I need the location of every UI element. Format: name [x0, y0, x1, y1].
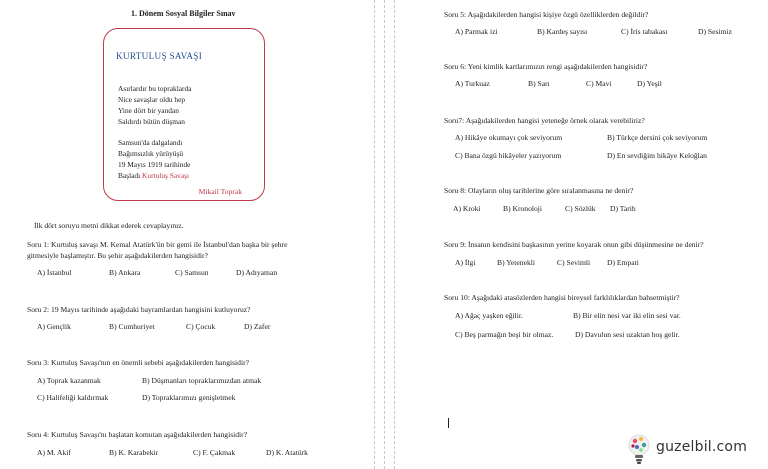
question-9-text: Soru 9: İnsanın kendisini başkasının yerine koyarak onun gibi düşünmesine ne denir?: [444, 240, 704, 249]
option: C) F. Çakmak: [193, 448, 236, 457]
option: D) Topraklarımızı genişletmek: [142, 393, 236, 402]
option: C) Sözlük: [565, 204, 596, 213]
question-1-text: gitmesiyle başlamıştır. Bu şehir aşağıdakilerden hangisidir?: [27, 251, 208, 260]
option: B) Bir elin nesi var iki elin sesi var.: [573, 311, 681, 320]
option: A) Hikâye okumayı çok seviyorum: [455, 133, 563, 142]
option: D) K. Atatürk: [266, 448, 308, 457]
text-cursor: [448, 418, 449, 428]
poem-box: [103, 28, 265, 201]
option: C) Sevimli: [557, 258, 591, 267]
option: B) Düşmanları topraklarımızdan atmak: [142, 376, 262, 385]
option: C) Halifeliği kaldırmak: [37, 393, 109, 402]
option: D) Tarih: [610, 204, 636, 213]
question-10-text: Soru 10: Aşağıdaki atasözlerden hangisi bireysel farklılıklardan bahsetmiştir?: [444, 293, 680, 302]
poem-line: Yine dört bir yandan: [118, 106, 179, 115]
option: D) En sevdiğim hikâye Keloğlan: [607, 151, 707, 160]
option: C) Çocuk: [186, 322, 216, 331]
question-1-text: Soru 1: Kurtuluş savaşı M. Kemal Atatürk'ün bir gemi ile İstanbul'dan başka bir şehre: [27, 240, 288, 249]
option: A) Gençlik: [37, 322, 71, 331]
option: D) Empati: [607, 258, 639, 267]
option: D) Zafer: [244, 322, 271, 331]
option: A) İlgi: [455, 258, 476, 267]
brand-name: guzelbil.com: [656, 439, 748, 455]
option: B) Sarı: [528, 79, 550, 88]
poem-line: 19 Mayıs 1919 tarihinde: [118, 160, 191, 169]
option: D) Sesimiz: [698, 27, 732, 36]
option: C) Bana özgü hikâyeler yazıyorum: [455, 151, 562, 160]
option: B) Türkçe dersini çok seviyorum: [607, 133, 708, 142]
option: B) Kronoloji: [503, 204, 543, 213]
option: A) Toprak kazanmak: [37, 376, 101, 385]
option: A) Parmak izi: [455, 27, 498, 36]
poem-line: Bağımsızlık yürüyüşü: [118, 149, 184, 158]
option: C) Beş parmağın beşi bir olmaz.: [455, 330, 554, 339]
right-page: [383, 0, 768, 469]
option: C) Samsun: [175, 268, 209, 277]
left-page: [0, 0, 383, 469]
question-5-text: Soru 5: Aşağıdakilerden hangisi kişiye özgü özelliklerden değildir?: [444, 10, 649, 19]
option: D) Yeşil: [637, 79, 662, 88]
poem-line: Saldırdı bütün düşman: [118, 117, 185, 126]
option: C) İris tabakası: [621, 27, 668, 36]
option: B) Ankara: [109, 268, 141, 277]
poem-line: Asırlardır bu topraklarda: [118, 84, 192, 93]
question-3-text: Soru 3: Kurtuluş Savaşı'nın en önemli sebebi aşağıdakilerden hangisidir?: [27, 358, 249, 367]
option: A) M. Akif: [37, 448, 71, 457]
question-7-text: Soru7: Aşağıdakilerden hangisi yeteneğe örnek olarak verebiliriz?: [444, 116, 645, 125]
option: D) Adıyaman: [236, 268, 278, 277]
poem-author: Mikail Toprak: [198, 187, 242, 196]
instruction-text: İlk dört soruyu metni dikkat ederek cevaplayınız.: [34, 221, 184, 230]
poem-title: KURTULUŞ SAVAŞI: [116, 51, 203, 61]
poem-last-line-prefix: Başladı: [118, 171, 143, 180]
option: A) Turkuaz: [455, 79, 490, 88]
option: B) K. Karabekir: [109, 448, 159, 457]
question-8-text: Soru 8: Olayların oluş tarihlerine göre sıralanmasına ne denir?: [444, 186, 634, 195]
option: C) Mavi: [586, 79, 612, 88]
poem-line: Nice savaşlar oldu hep: [118, 95, 186, 104]
page-divider: [374, 0, 375, 469]
option: B) Kardeş sayısı: [537, 27, 588, 36]
poem-line: Samsun'da dalgalandı: [118, 138, 183, 147]
poem-highlight: Kurtuluş Savaşı: [142, 171, 190, 180]
option: D) Davulun sesi uzaktan hoş gelir.: [575, 330, 680, 339]
option: A) Kroki: [453, 204, 481, 213]
option: A) İstanbul: [37, 268, 72, 277]
option: A) Ağaç yaşken eğilir.: [455, 311, 523, 320]
question-2-text: Soru 2: 19 Mayıs tarihinde aşağıdaki bayramlardan hangisini kutluyoruz?: [27, 305, 251, 314]
lightbulb-icon: [626, 433, 652, 465]
question-4-text: Soru 4: Kurtuluş Savaşı'nı başlatan komutan aşağıdakilerden hangisidir?: [27, 430, 248, 439]
question-6-text: Soru 6: Yeni kimlik kartlarımızın rengi aşağıdakilerden hangisidir?: [444, 62, 648, 71]
option: B) Yetenekli: [497, 258, 535, 267]
poem-last-line: [118, 171, 189, 180]
exam-title: 1. Dönem Sosyal Bilgiler Sınav: [131, 9, 236, 18]
option: B) Cumhuriyet: [109, 322, 155, 331]
brand-watermark: [626, 433, 766, 465]
